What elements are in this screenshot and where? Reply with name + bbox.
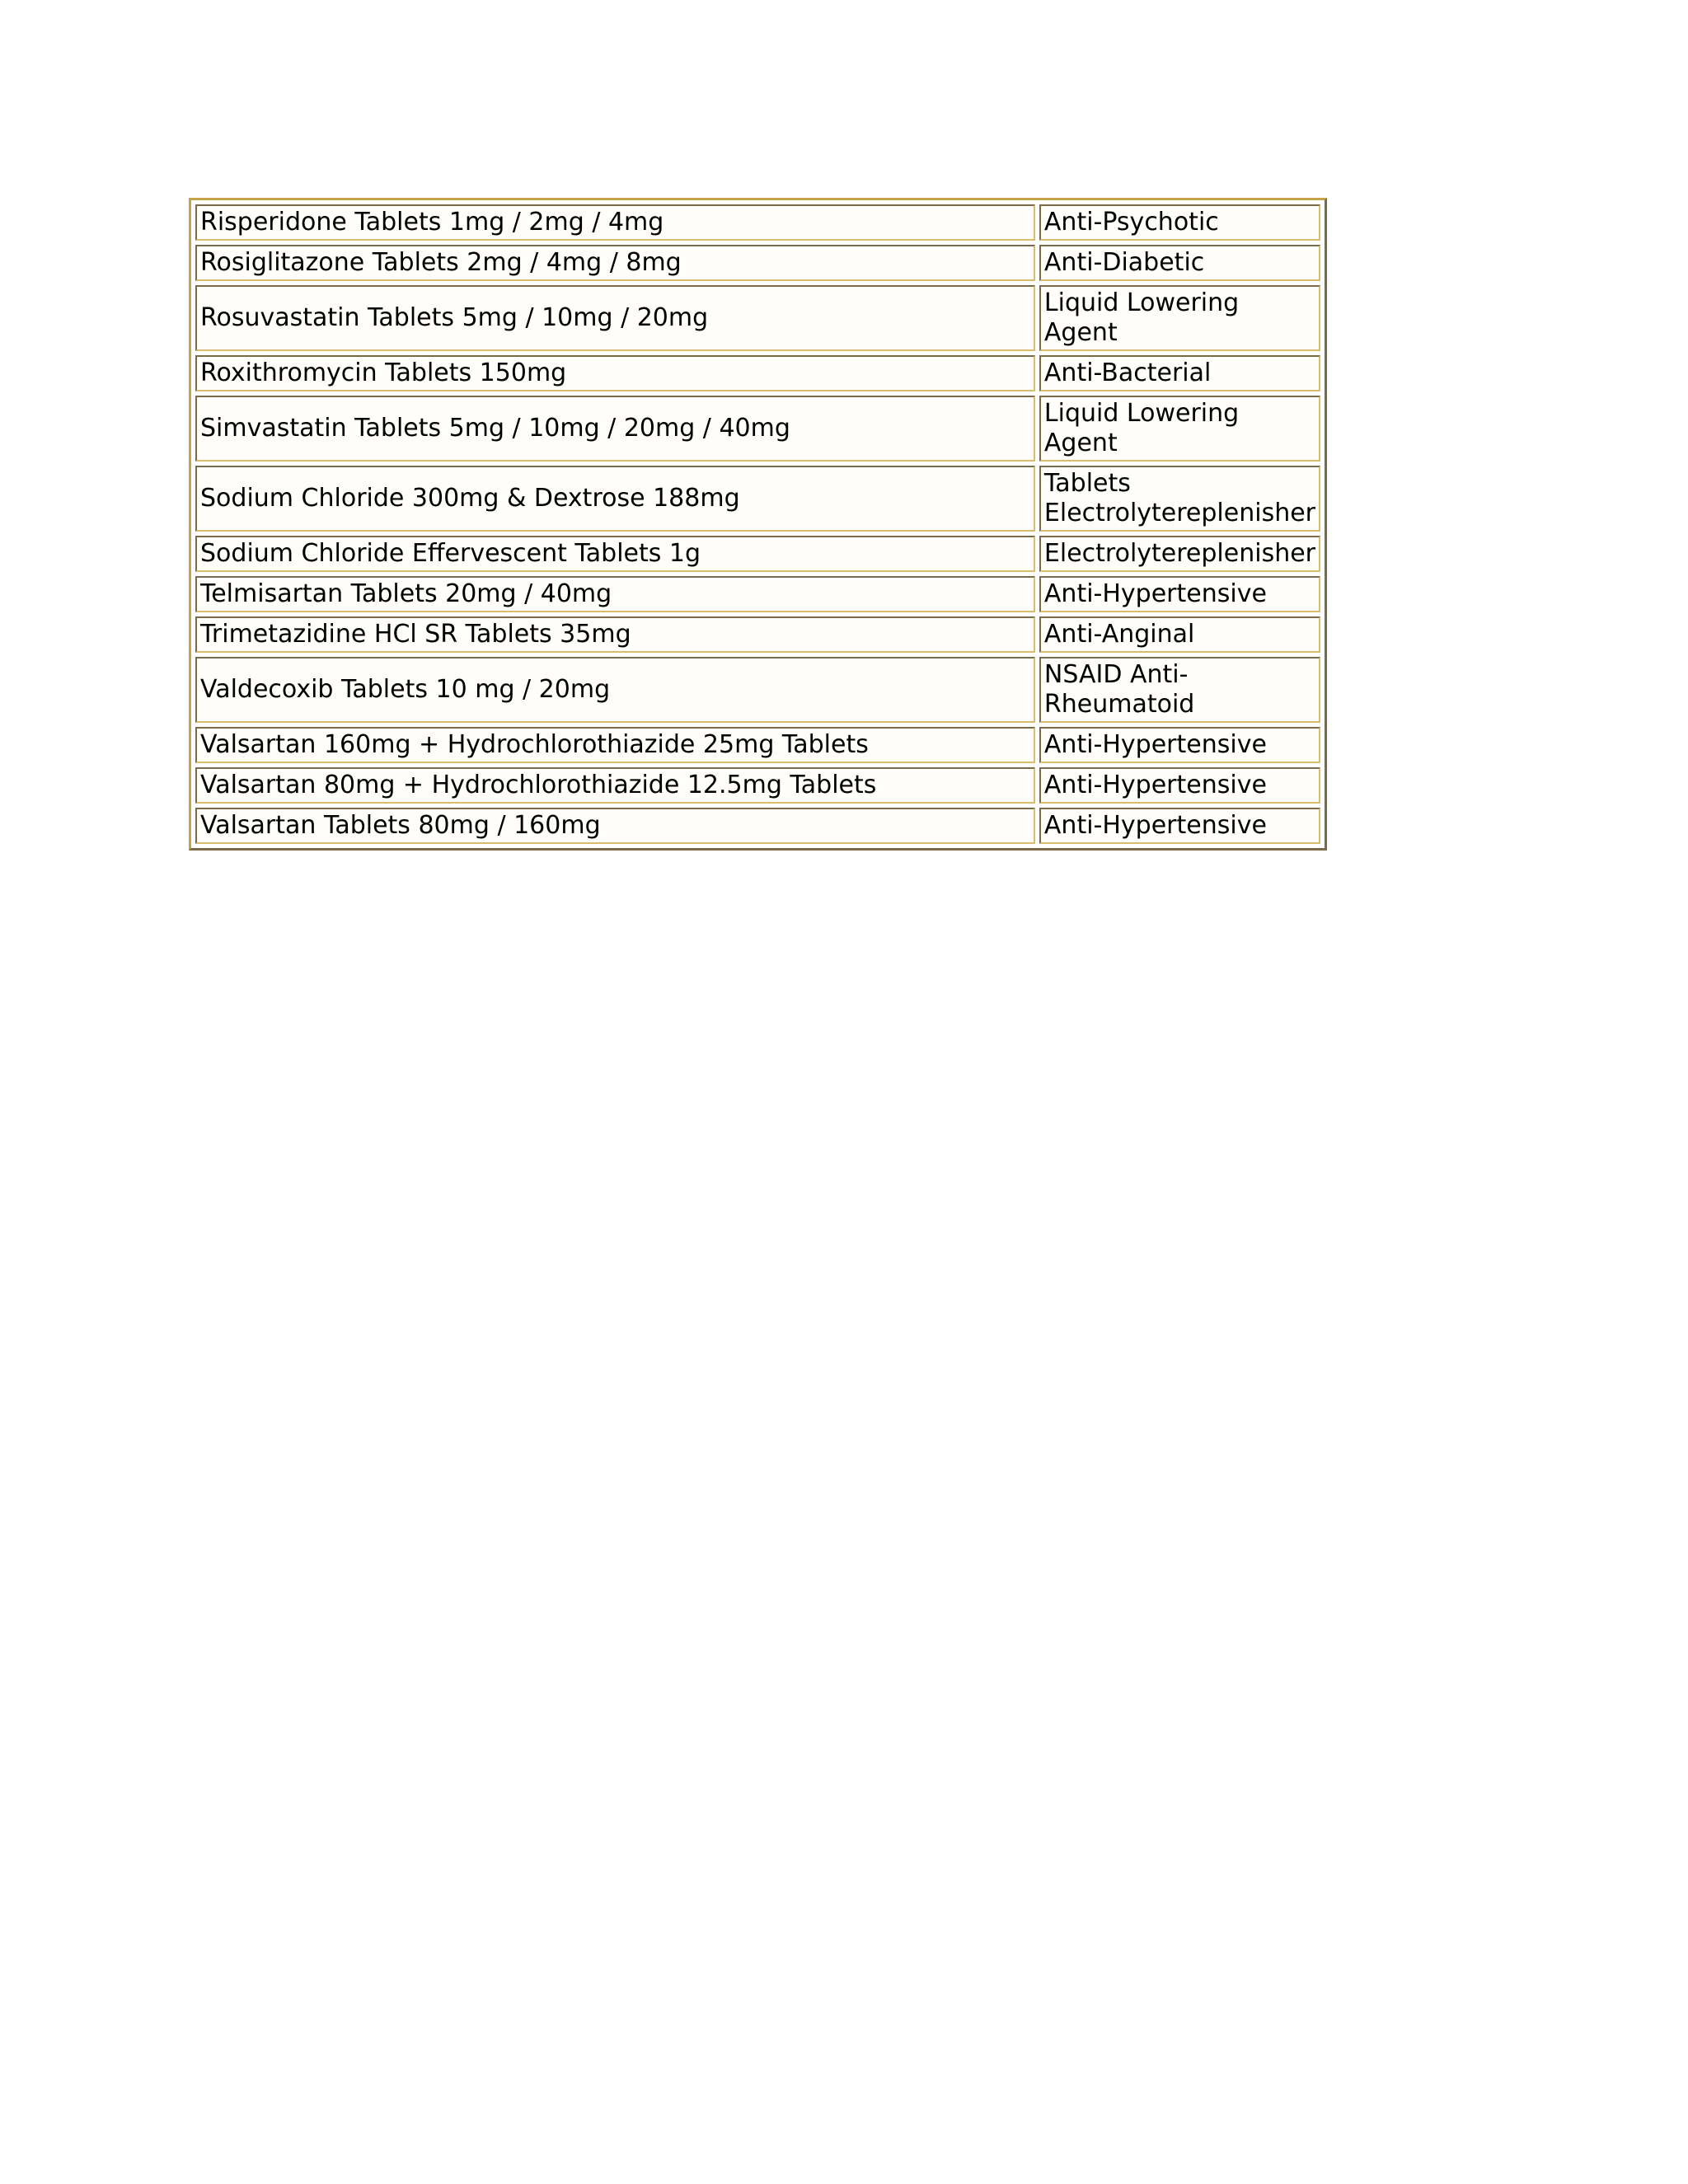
product-name-cell: Trimetazidine HCl SR Tablets 35mg [195,616,1035,653]
product-name-cell: Valsartan 80mg + Hydrochlorothiazide 12.5mg Tablets [195,767,1035,804]
product-name-cell: Sodium Chloride Effervescent Tablets 1g [195,536,1035,572]
therapeutic-class-cell: Anti-Hypertensive [1039,727,1320,763]
product-name-cell: Sodium Chloride 300mg & Dextrose 188mg [195,466,1035,532]
therapeutic-class-cell: Anti-Bacterial [1039,355,1320,391]
therapeutic-class-cell: Anti-Psychotic [1039,204,1320,241]
table-row [195,396,1320,462]
product-name-cell: Telmisartan Tablets 20mg / 40mg [195,576,1035,612]
product-name-cell: Valdecoxib Tablets 10 mg / 20mg [195,657,1035,723]
table-row [195,657,1320,723]
product-name-cell: Rosiglitazone Tablets 2mg / 4mg / 8mg [195,245,1035,281]
table-row [195,466,1320,532]
table-row [195,727,1320,763]
table-row [195,355,1320,391]
table-row [195,245,1320,281]
table-row [195,616,1320,653]
therapeutic-class-cell: Anti-Hypertensive [1039,808,1320,844]
therapeutic-class-cell: Liquid Lowering Agent [1039,285,1320,351]
therapeutic-class-cell: Tablets Electrolytereplenisher [1039,466,1320,532]
table-row [195,808,1320,844]
product-name-cell: Roxithromycin Tablets 150mg [195,355,1035,391]
table-row [195,767,1320,804]
therapeutic-class-cell: Anti-Anginal [1039,616,1320,653]
product-name-cell: Rosuvastatin Tablets 5mg / 10mg / 20mg [195,285,1035,351]
product-name-cell: Valsartan Tablets 80mg / 160mg [195,808,1035,844]
therapeutic-class-cell: Liquid Lowering Agent [1039,396,1320,462]
product-name-cell: Risperidone Tablets 1mg / 2mg / 4mg [195,204,1035,241]
therapeutic-class-cell: NSAID Anti-Rheumatoid [1039,657,1320,723]
therapeutic-class-cell: Anti-Hypertensive [1039,576,1320,612]
product-name-cell: Simvastatin Tablets 5mg / 10mg / 20mg / 40mg [195,396,1035,462]
table-row [195,285,1320,351]
table-row [195,204,1320,241]
therapeutic-class-cell: Anti-Hypertensive [1039,767,1320,804]
table-row [195,536,1320,572]
therapeutic-class-cell: Anti-Diabetic [1039,245,1320,281]
product-table [189,198,1327,851]
product-name-cell: Valsartan 160mg + Hydrochlorothiazide 25mg Tablets [195,727,1035,763]
table-row [195,576,1320,612]
therapeutic-class-cell: Electrolytereplenisher [1039,536,1320,572]
